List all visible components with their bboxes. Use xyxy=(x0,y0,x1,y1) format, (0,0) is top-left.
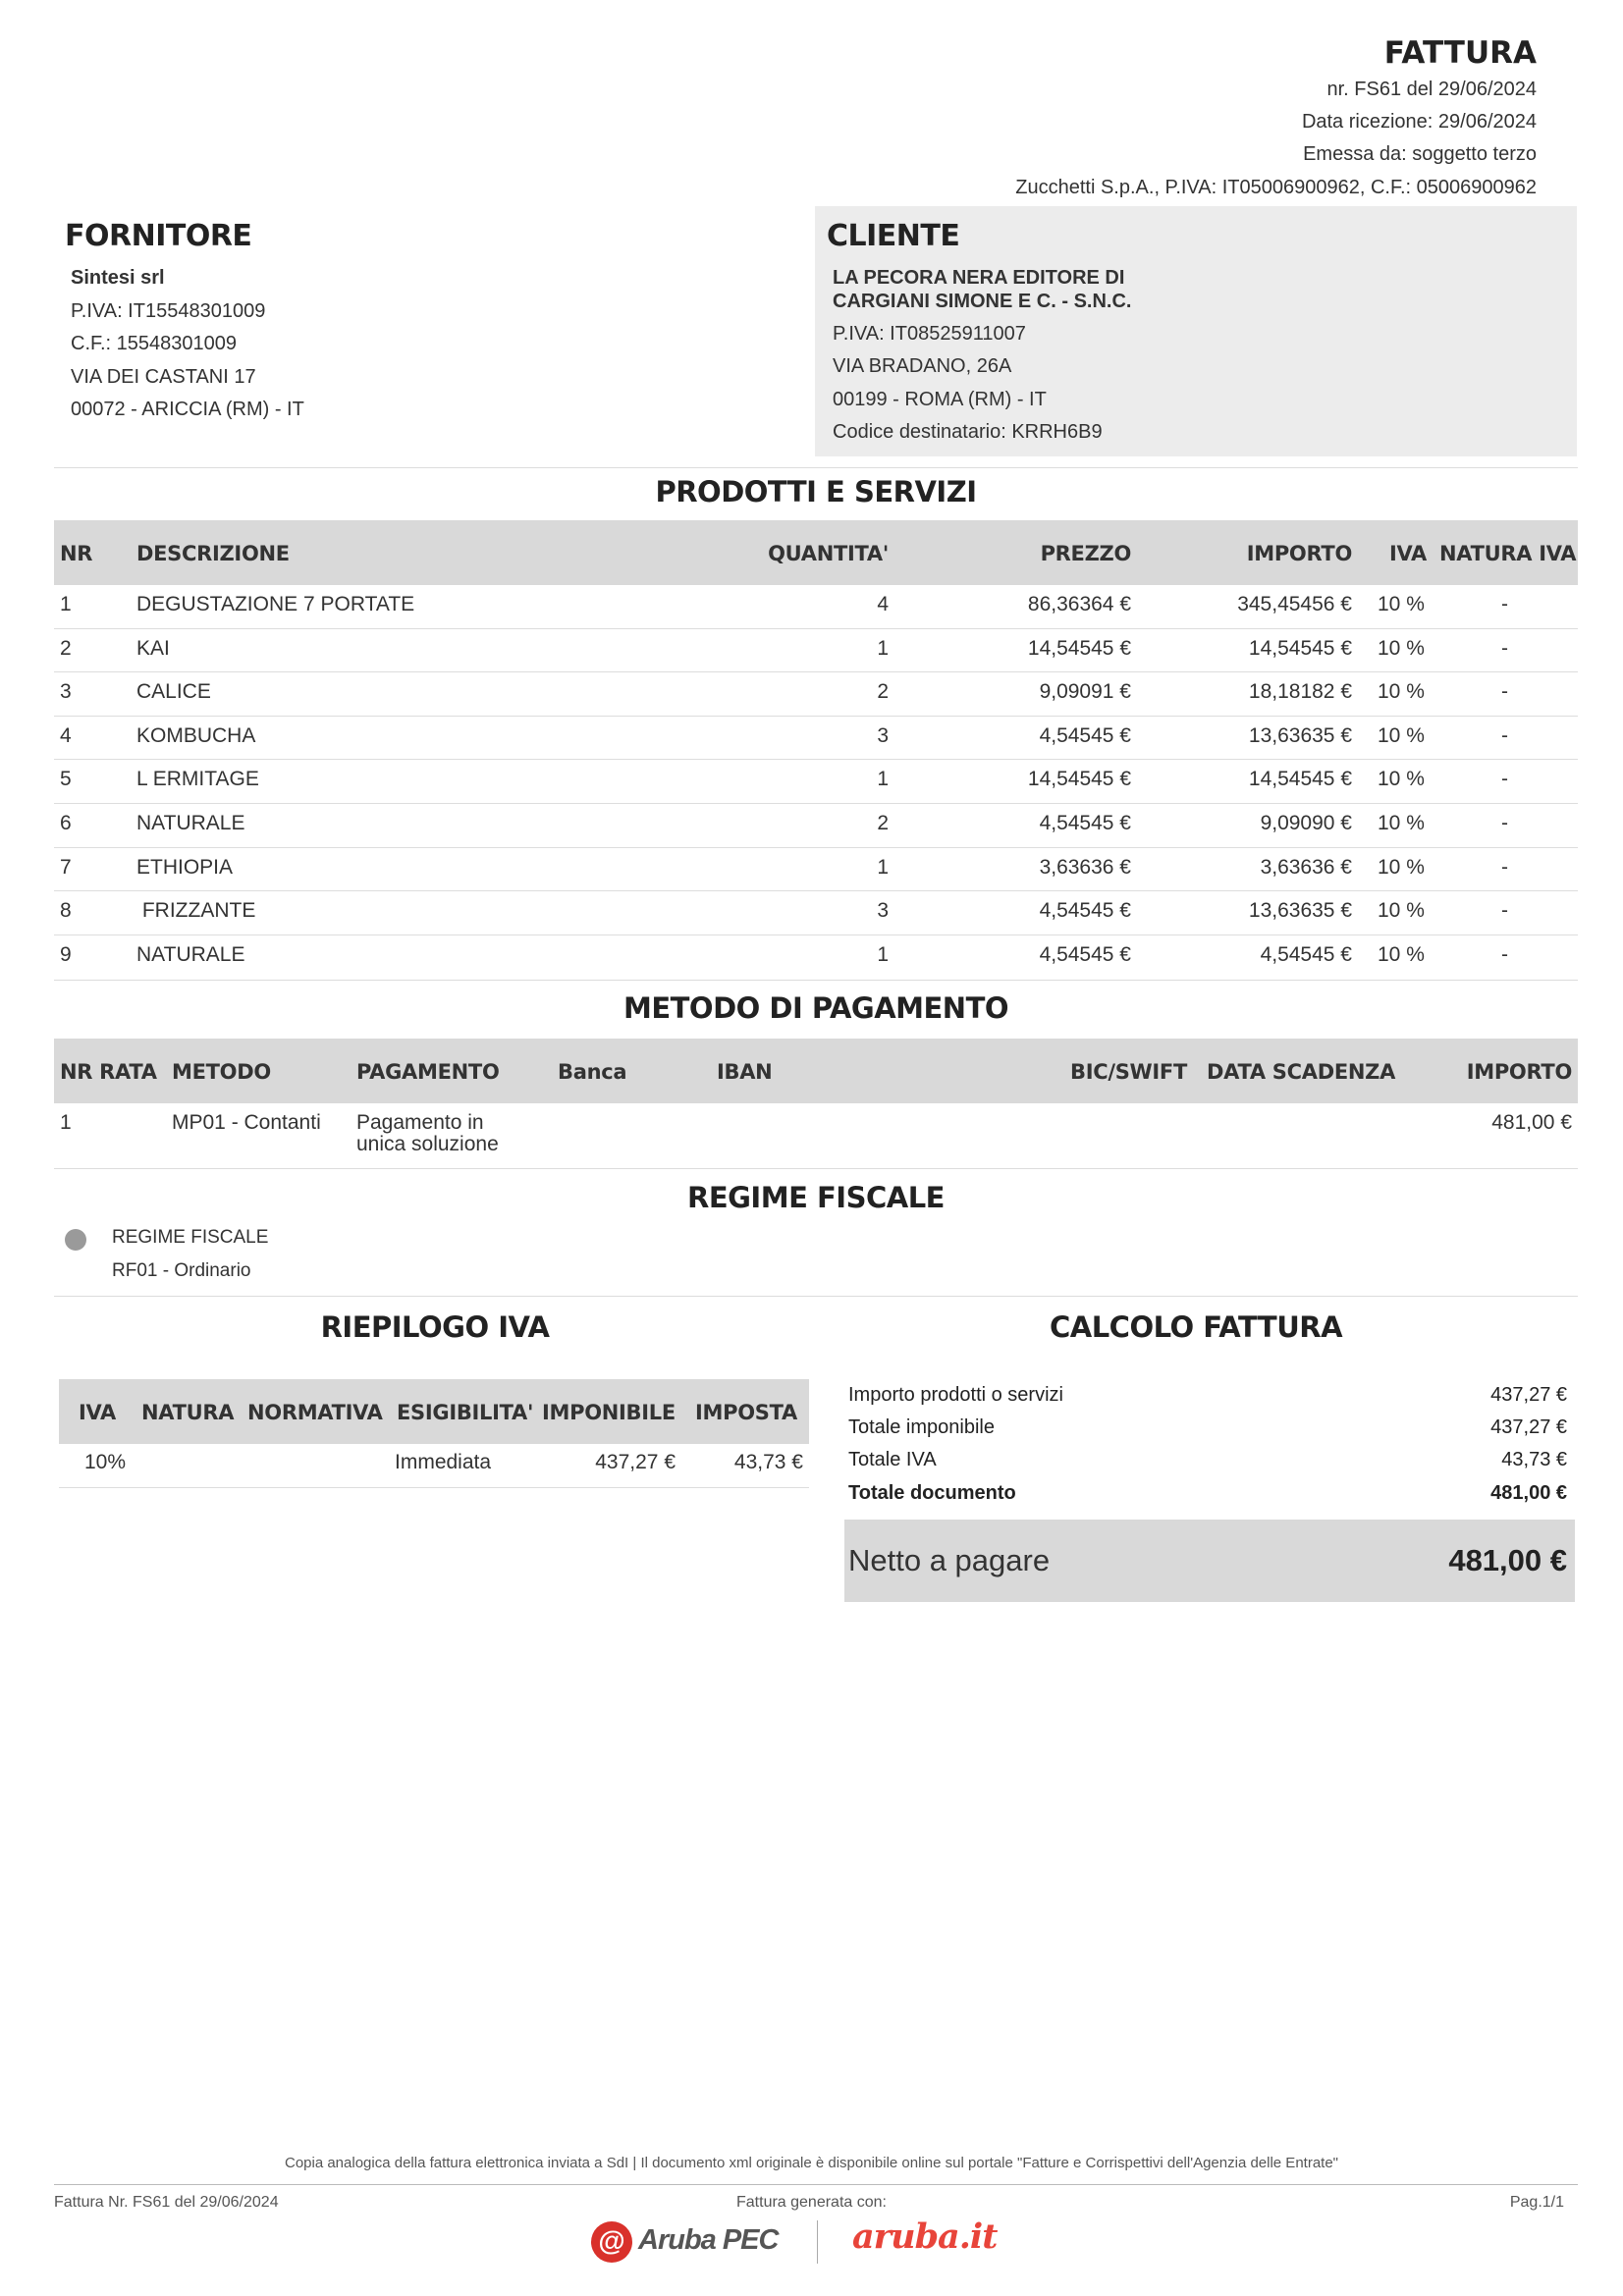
row-nr: 5 xyxy=(60,768,72,791)
row-price: 4,54545 € xyxy=(1039,942,1131,966)
row-iva: 10 % xyxy=(1378,812,1425,834)
col-nr-rata: NR RATA xyxy=(60,1060,157,1084)
row-natura: - xyxy=(1501,855,1508,879)
calc-value: 437,27 € xyxy=(1490,1416,1567,1438)
invoice-number: nr. FS61 del 29/06/2024 xyxy=(1326,79,1537,100)
col-data-scadenza: DATA SCADENZA xyxy=(1207,1060,1396,1084)
row-nr: 7 xyxy=(60,855,72,879)
aruba-pec-logo-text: Aruba PEC xyxy=(638,2224,779,2256)
regime-label: REGIME FISCALE xyxy=(112,1227,269,1248)
regime-title: REGIME FISCALE xyxy=(686,1181,945,1214)
row-quantity: 1 xyxy=(877,942,889,966)
row-iva: 10 % xyxy=(1378,680,1425,704)
row-price: 4,54545 € xyxy=(1039,723,1131,747)
row-quantity: 4 xyxy=(877,593,889,615)
row-iva: 10 % xyxy=(1378,636,1425,660)
supplier-city: 00072 - ARICCIA (RM) - IT xyxy=(71,399,304,420)
table-row xyxy=(54,935,1578,980)
table-row xyxy=(54,585,1578,629)
intermediary: Zucchetti S.p.A., P.IVA: IT05006900962, C.F.: 05006900962 xyxy=(1015,177,1537,198)
col-quantita: QUANTITA' xyxy=(768,542,889,565)
row-description: ETHIOPIA xyxy=(136,855,234,879)
payment-row xyxy=(54,1103,1578,1168)
calc-row-iva xyxy=(848,1449,1567,1471)
payment-type-line2: unica soluzione xyxy=(356,1133,499,1155)
col-natura-iva: NATURA IVA xyxy=(1439,542,1577,565)
client-name-line1: LA PECORA NERA EDITORE DI xyxy=(833,267,1125,289)
client-code: Codice destinatario: KRRH6B9 xyxy=(833,421,1103,443)
net-to-pay-box xyxy=(844,1520,1575,1602)
row-nr: 6 xyxy=(60,812,72,834)
row-iva: 10 % xyxy=(1378,723,1425,747)
calc-title: CALCOLO FATTURA xyxy=(1049,1310,1343,1344)
col-prezzo: PREZZO xyxy=(1040,542,1131,565)
row-description: KOMBUCHA xyxy=(136,723,256,747)
row-price: 14,54545 € xyxy=(1027,768,1131,791)
table-row xyxy=(54,717,1578,761)
row-quantity: 1 xyxy=(877,636,889,660)
row-iva: 10 % xyxy=(1378,768,1425,791)
row-natura: - xyxy=(1501,812,1508,834)
table-row xyxy=(54,891,1578,935)
supplier-address: VIA DEI CASTANI 17 xyxy=(71,366,256,388)
row-natura: - xyxy=(1501,593,1508,615)
calc-row-imponibile xyxy=(848,1416,1567,1439)
row-quantity: 1 xyxy=(877,855,889,879)
row-price: 3,63636 € xyxy=(1039,855,1131,879)
divider xyxy=(54,980,1578,981)
row-amount: 14,54545 € xyxy=(1248,768,1352,791)
row-amount: 13,63635 € xyxy=(1248,899,1352,923)
iva-rate: 10% xyxy=(84,1451,127,1473)
supplier-cf: C.F.: 15548301009 xyxy=(71,333,238,354)
col-iva-rate: IVA xyxy=(79,1401,116,1424)
calc-value: 437,27 € xyxy=(1490,1384,1567,1406)
supplier-piva: P.IVA: IT15548301009 xyxy=(71,300,266,322)
calc-label: Totale documento xyxy=(848,1482,1016,1504)
row-natura: - xyxy=(1501,768,1508,791)
iva-esigibilita: Immediata xyxy=(395,1451,492,1473)
col-bic: BIC/SWIFT xyxy=(1070,1060,1187,1084)
payment-method: MP01 - Contanti xyxy=(172,1111,321,1134)
footer-disclaimer: Copia analogica della fattura elettronica inviata a SdI | Il documento xml originale è disponibile online sul portale "Fatture e Corrispettivi dell'Agenzia delle Entrate" xyxy=(284,2155,1338,2171)
col-natura: NATURA xyxy=(141,1401,235,1424)
iva-imposta: 43,73 € xyxy=(733,1451,803,1473)
col-esigibilita: ESIGIBILITA' xyxy=(397,1401,534,1424)
received-date: Data ricezione: 29/06/2024 xyxy=(1301,111,1537,133)
calc-label: Importo prodotti o servizi xyxy=(848,1384,1063,1406)
col-iban: IBAN xyxy=(717,1060,773,1084)
row-description: NATURALE xyxy=(136,942,245,966)
net-to-pay-value: 481,00 € xyxy=(1448,1543,1567,1577)
col-banca: Banca xyxy=(558,1060,627,1084)
col-normativa: NORMATIVA xyxy=(247,1401,383,1424)
col-iva: IVA xyxy=(1389,542,1427,565)
row-amount: 3,63636 € xyxy=(1260,855,1352,879)
col-importo: IMPORTO xyxy=(1246,542,1352,565)
calc-label: Totale imponibile xyxy=(848,1416,995,1438)
client-piva: P.IVA: IT08525911007 xyxy=(833,323,1026,345)
col-pagamento: PAGAMENTO xyxy=(356,1060,500,1084)
client-name-line2: CARGIANI SIMONE E C. - S.N.C. xyxy=(833,291,1132,312)
footer-generated-with: Fattura generata con: xyxy=(736,2194,887,2211)
row-nr: 4 xyxy=(60,723,72,747)
payment-amount: 481,00 € xyxy=(1491,1111,1572,1134)
row-divider xyxy=(59,1487,809,1488)
footer-divider xyxy=(54,2184,1578,2185)
row-description: L ERMITAGE xyxy=(136,768,259,791)
document-title: FATTURA xyxy=(1383,35,1537,71)
iva-imponibile: 437,27 € xyxy=(595,1451,676,1473)
row-nr: 9 xyxy=(60,942,72,966)
aruba-it-logo: aruba.it xyxy=(852,2216,998,2257)
col-nr: NR xyxy=(60,542,93,565)
row-nr: 2 xyxy=(60,636,72,660)
iva-table-header xyxy=(59,1379,809,1444)
row-price: 86,36364 € xyxy=(1027,593,1131,615)
col-imponibile: IMPONIBILE xyxy=(542,1401,676,1424)
table-row xyxy=(54,672,1578,717)
divider xyxy=(54,1168,1578,1169)
row-natura: - xyxy=(1501,680,1508,704)
row-price: 14,54545 € xyxy=(1027,636,1131,660)
payment-type-line1: Pagamento in xyxy=(356,1111,484,1134)
aruba-pec-logo-icon: @ xyxy=(591,2221,632,2263)
iva-summary-title: RIEPILOGO IVA xyxy=(320,1310,550,1344)
col-importo-pagamento: IMPORTO xyxy=(1466,1060,1572,1084)
row-description: NATURALE xyxy=(136,812,245,834)
divider xyxy=(54,467,1578,468)
products-table-body xyxy=(54,585,1578,980)
row-amount: 14,54545 € xyxy=(1248,636,1352,660)
calc-value: 481,00 € xyxy=(1490,1482,1567,1504)
col-imposta: IMPOSTA xyxy=(695,1401,797,1424)
row-natura: - xyxy=(1501,942,1508,966)
payment-title: METODO DI PAGAMENTO xyxy=(622,991,1009,1025)
table-row xyxy=(54,629,1578,673)
row-quantity: 3 xyxy=(877,723,889,747)
client-address: VIA BRADANO, 26A xyxy=(833,355,1012,377)
divider xyxy=(54,1296,1578,1297)
row-description: DEGUSTAZIONE 7 PORTATE xyxy=(136,593,415,615)
row-iva: 10 % xyxy=(1378,593,1425,615)
row-iva: 10 % xyxy=(1378,855,1425,879)
payment-table-header xyxy=(54,1039,1578,1103)
row-price: 4,54545 € xyxy=(1039,899,1131,923)
net-to-pay-label: Netto a pagare xyxy=(848,1543,1051,1577)
row-quantity: 2 xyxy=(877,812,889,834)
table-row xyxy=(54,760,1578,804)
row-amount: 18,18182 € xyxy=(1248,680,1352,704)
table-row xyxy=(54,848,1578,892)
supplier-name: Sintesi srl xyxy=(71,267,165,289)
row-amount: 13,63635 € xyxy=(1248,723,1352,747)
row-amount: 345,45456 € xyxy=(1237,593,1352,615)
row-natura: - xyxy=(1501,636,1508,660)
row-natura: - xyxy=(1501,899,1508,923)
row-price: 9,09091 € xyxy=(1039,680,1131,704)
client-city: 00199 - ROMA (RM) - IT xyxy=(833,389,1047,410)
row-description: CALICE xyxy=(136,680,211,704)
row-nr: 1 xyxy=(60,593,72,615)
calc-row-importo xyxy=(848,1384,1567,1407)
col-metodo: METODO xyxy=(172,1060,271,1084)
row-price: 4,54545 € xyxy=(1039,812,1131,834)
row-iva: 10 % xyxy=(1378,899,1425,923)
calc-row-totale xyxy=(848,1482,1567,1505)
row-nr: 3 xyxy=(60,680,72,704)
col-descrizione: DESCRIZIONE xyxy=(136,542,290,565)
payment-nr: 1 xyxy=(60,1111,72,1134)
row-natura: - xyxy=(1501,723,1508,747)
regime-value: RF01 - Ordinario xyxy=(112,1260,251,1281)
products-table-header xyxy=(54,520,1578,585)
calc-label: Totale IVA xyxy=(848,1449,937,1470)
footer-page: Pag.1/1 xyxy=(1509,2194,1564,2211)
row-amount: 9,09090 € xyxy=(1260,812,1352,834)
row-quantity: 1 xyxy=(877,768,889,791)
calc-value: 43,73 € xyxy=(1501,1449,1567,1470)
logo-divider xyxy=(817,2220,818,2264)
row-amount: 4,54545 € xyxy=(1260,942,1352,966)
regime-bullet-icon xyxy=(65,1229,86,1251)
products-title: PRODOTTI E SERVIZI xyxy=(655,475,977,508)
row-quantity: 2 xyxy=(877,680,889,704)
issued-by: Emessa da: soggetto terzo xyxy=(1303,143,1537,165)
supplier-title: FORNITORE xyxy=(65,219,252,253)
footer-invoice-ref: Fattura Nr. FS61 del 29/06/2024 xyxy=(54,2194,279,2211)
table-row xyxy=(54,804,1578,848)
row-quantity: 3 xyxy=(877,899,889,923)
iva-table-row xyxy=(59,1444,809,1487)
row-nr: 8 xyxy=(60,899,72,923)
row-description: FRIZZANTE xyxy=(136,899,256,923)
row-iva: 10 % xyxy=(1378,942,1425,966)
row-description: KAI xyxy=(136,636,170,660)
client-title: CLIENTE xyxy=(827,219,960,253)
